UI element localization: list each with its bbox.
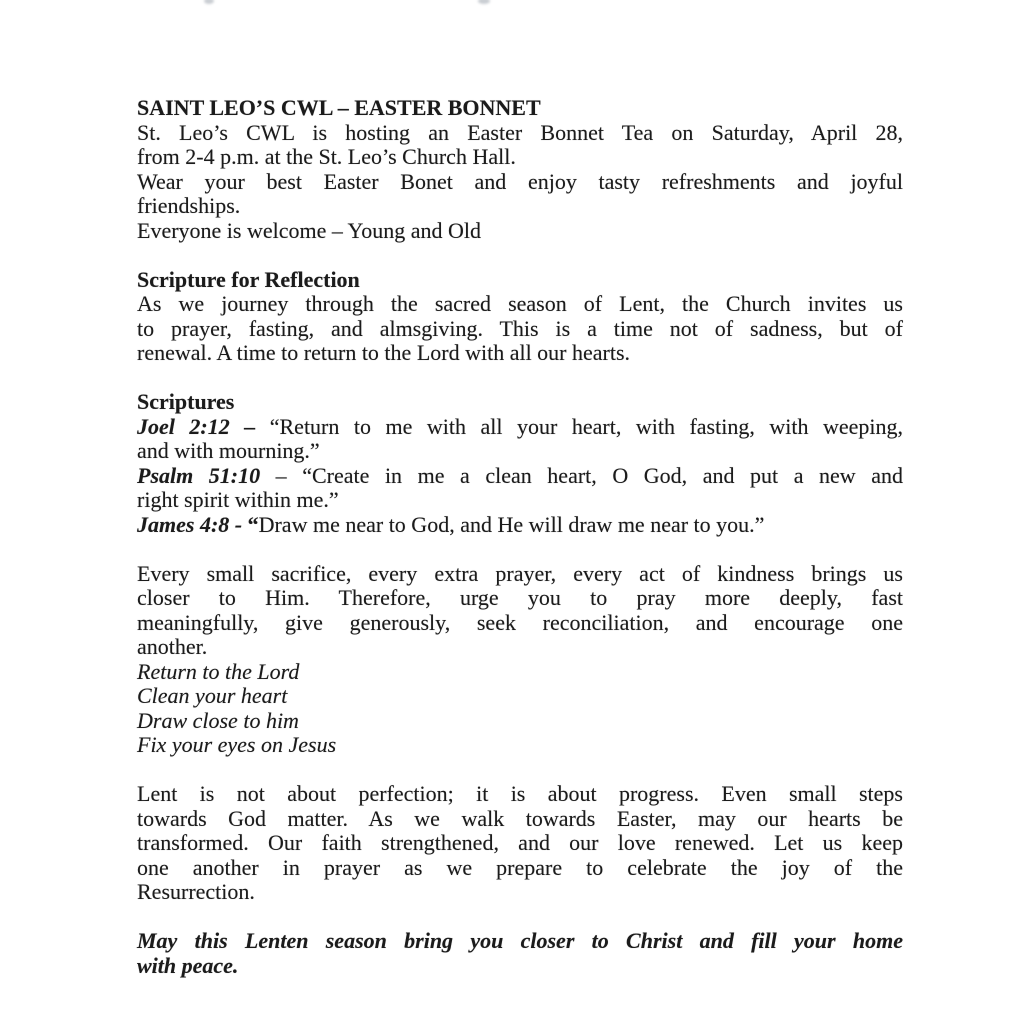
text-segment: Scriptures <box>137 389 235 414</box>
document-body <box>137 96 903 978</box>
text-line <box>137 660 903 685</box>
text-line <box>137 219 903 244</box>
text-line <box>137 635 903 660</box>
text-segment: with peace. <box>137 952 239 978</box>
text-line <box>137 709 903 734</box>
text-line <box>137 856 903 881</box>
text-line <box>137 292 903 317</box>
text-segment: Every small sacrifice, every extra prayer, every act of kindness brings us <box>137 560 903 586</box>
text-line <box>137 121 903 146</box>
text-segment: transformed. Our faith strengthened, and our love renewed. Let us keep <box>137 830 903 855</box>
text-segment: James 4:8 - <box>137 511 248 537</box>
scan-artifact <box>478 0 490 4</box>
text-segment: and with mourning.” <box>137 438 320 463</box>
text-segment: “ <box>247 511 259 537</box>
text-segment: Wear your best Easter Bonet and enjoy tasty refreshments and joyful <box>137 168 903 194</box>
text-line <box>137 880 903 905</box>
text-segment: closer to Him. Therefore, urge you to pray more deeply, fast <box>137 585 903 610</box>
section-heading <box>137 268 903 293</box>
text-segment: one another in prayer as we prepare to celebrate the joy of the <box>137 854 903 880</box>
section-heading <box>137 96 903 121</box>
line-gap <box>137 243 903 268</box>
text-segment: Everyone is welcome – Young and Old <box>137 217 482 243</box>
text-segment: from 2-4 p.m. at the St. Leo’s Church Hall. <box>137 144 516 169</box>
text-segment: towards God matter. As we walk towards Easter, may our hearts be <box>137 805 903 831</box>
text-line <box>137 341 903 366</box>
text-line <box>137 611 903 636</box>
text-segment: right spirit within me.” <box>137 487 339 512</box>
text-segment: As we journey through the sacred season of Lent, the Church invites us <box>137 291 903 316</box>
text-line <box>137 513 903 538</box>
text-line <box>137 170 903 195</box>
text-segment: meaningfully, give generously, seek reconciliation, and encourage one <box>137 609 903 635</box>
text-line <box>137 733 903 758</box>
text-segment: “Return to me with all your heart, with fasting, with weeping, <box>269 413 903 439</box>
text-segment: Lent is not about perfection; it is about progress. Even small steps <box>137 781 903 806</box>
text-line <box>137 782 903 807</box>
text-segment: renewal. A time to return to the Lord with all our hearts. <box>137 340 631 365</box>
line-gap <box>137 537 903 562</box>
text-segment: Fix your eyes on Jesus <box>137 732 337 757</box>
text-segment: Draw me near to God, and He will draw me near to you.” <box>258 511 765 537</box>
text-segment: St. Leo’s CWL is hosting an Easter Bonnet Tea on Saturday, April 28, <box>137 119 903 145</box>
text-segment: Psalm 51:10 <box>137 462 261 488</box>
text-segment: another. <box>137 634 208 659</box>
text-segment: May this Lenten season bring you closer to Christ and fill your home <box>137 928 903 953</box>
line-gap <box>137 905 903 930</box>
text-line <box>137 684 903 709</box>
text-line <box>137 807 903 832</box>
text-line <box>137 586 903 611</box>
text-line <box>137 831 903 856</box>
line-gap <box>137 758 903 783</box>
line-gap <box>137 366 903 391</box>
text-segment: Draw close to him <box>137 707 299 733</box>
text-segment: – “Create in me a clean heart, O God, and put a new and <box>260 462 903 488</box>
text-line <box>137 194 903 219</box>
text-segment: Return to the Lord <box>137 658 300 684</box>
text-line <box>137 317 903 342</box>
text-segment: SAINT LEO’S CWL – EASTER BONNET <box>137 95 541 120</box>
text-line <box>137 439 903 464</box>
text-line <box>137 145 903 170</box>
text-segment: Scripture for Reflection <box>137 266 360 292</box>
text-segment: Clean your heart <box>137 683 288 708</box>
section-heading <box>137 390 903 415</box>
text-segment: Resurrection. <box>137 879 255 904</box>
text-line <box>137 415 903 440</box>
text-line <box>137 954 903 979</box>
text-segment: Joel 2:12 – <box>137 413 270 439</box>
text-line <box>137 488 903 513</box>
text-segment: to prayer, fasting, and almsgiving. This is a time not of sadness, but of <box>137 315 903 341</box>
text-line <box>137 929 903 954</box>
scan-artifact <box>204 0 214 4</box>
text-line <box>137 464 903 489</box>
text-segment: friendships. <box>137 193 241 218</box>
text-line <box>137 562 903 587</box>
